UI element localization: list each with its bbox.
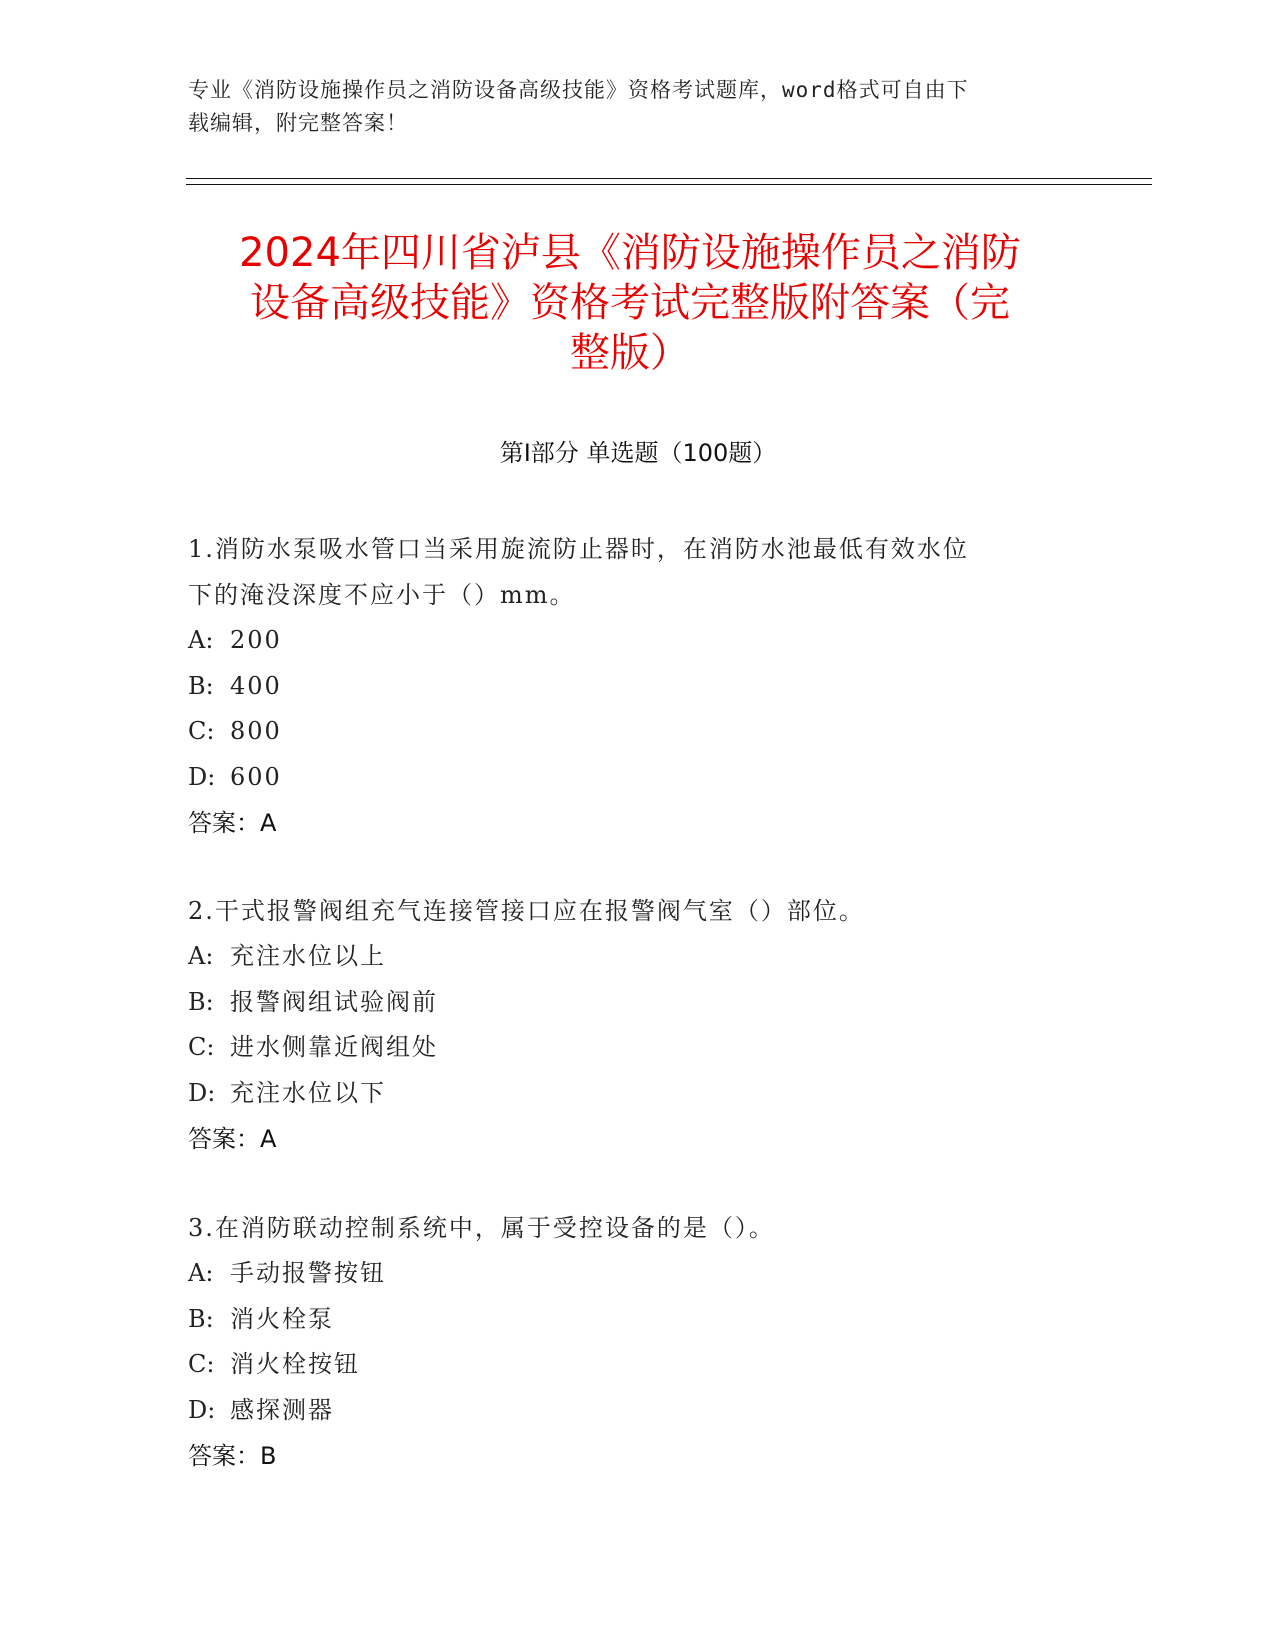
header-divider-bottom xyxy=(186,184,1152,185)
option-c xyxy=(188,709,1068,755)
option-b xyxy=(188,980,1068,1026)
question-3 xyxy=(188,1205,1068,1479)
option-a xyxy=(188,934,1068,980)
option-text: 充注水位以下 xyxy=(230,1078,386,1107)
option-a xyxy=(188,618,1068,664)
question-stem xyxy=(188,526,1068,618)
option-key: A: xyxy=(188,1259,214,1287)
option-key: A: xyxy=(188,626,214,654)
option-d xyxy=(188,755,1068,801)
title-line-3: 整版） xyxy=(570,330,690,376)
header-divider-top xyxy=(186,178,1152,179)
header-note-line-1: 专业《消防设施操作员之消防设备高级技能》资格考试题库，word格式可自由下 xyxy=(188,78,969,102)
answer-line: 答案：B xyxy=(188,1442,277,1470)
question-stem xyxy=(188,1205,1068,1251)
option-text: 200 xyxy=(230,626,282,654)
question-2 xyxy=(188,888,1068,1162)
option-c xyxy=(188,1025,1068,1071)
option-text: 消火栓按钮 xyxy=(230,1350,360,1378)
option-text: 进水侧靠近阀组处 xyxy=(230,1033,438,1061)
option-key: D: xyxy=(188,1395,216,1424)
option-b xyxy=(188,1297,1068,1343)
option-key: C: xyxy=(188,1033,215,1061)
option-text: 800 xyxy=(230,717,282,745)
option-b xyxy=(188,664,1068,710)
question-stem-line-2: 下的淹没深度不应小于（）mm。 xyxy=(188,581,576,609)
option-text: 感探测器 xyxy=(230,1395,334,1424)
answer-line: 答案：A xyxy=(188,1125,277,1153)
title-line-2: 设备高级技能》资格考试完整版附答案（完 xyxy=(250,280,1010,326)
section-heading: 第Ⅰ部分 单选题（100题） xyxy=(499,439,777,467)
option-text: 600 xyxy=(230,762,282,791)
option-key: A: xyxy=(188,942,214,970)
option-key: B: xyxy=(188,1304,214,1333)
answer-line: 答案：A xyxy=(188,809,277,837)
header-note-line-2: 载编辑，附完整答案！ xyxy=(188,111,408,135)
option-text: 报警阀组试验阀前 xyxy=(230,987,438,1016)
option-d xyxy=(188,1071,1068,1117)
option-text: 400 xyxy=(230,671,282,700)
option-text: 手动报警按钮 xyxy=(230,1259,386,1287)
option-key: D: xyxy=(188,1078,216,1107)
option-key: B: xyxy=(188,987,214,1016)
option-c xyxy=(188,1342,1068,1388)
title-line-1: 2024年四川省泸县《消防设施操作员之消防 xyxy=(239,230,1021,276)
option-text: 充注水位以上 xyxy=(230,942,386,970)
question-stem xyxy=(188,888,1068,934)
option-key: D: xyxy=(188,762,216,791)
option-text: 消火栓泵 xyxy=(230,1304,334,1333)
question-1 xyxy=(188,526,1068,846)
option-key: C: xyxy=(188,1350,215,1378)
option-d xyxy=(188,1388,1068,1434)
document-title xyxy=(180,228,1080,378)
option-key: C: xyxy=(188,717,215,745)
question-stem-line-1: 1.消防水泵吸水管口当采用旋流防止器时，在消防水池最低有效水位 xyxy=(188,535,969,563)
option-key: B: xyxy=(188,671,214,700)
question-stem-line-1: 2.干式报警阀组充气连接管接口应在报警阀气室（）部位。 xyxy=(188,897,865,925)
question-stem-line-1: 3.在消防联动控制系统中，属于受控设备的是（）。 xyxy=(188,1214,775,1242)
header-note xyxy=(188,74,1068,140)
option-a xyxy=(188,1251,1068,1297)
